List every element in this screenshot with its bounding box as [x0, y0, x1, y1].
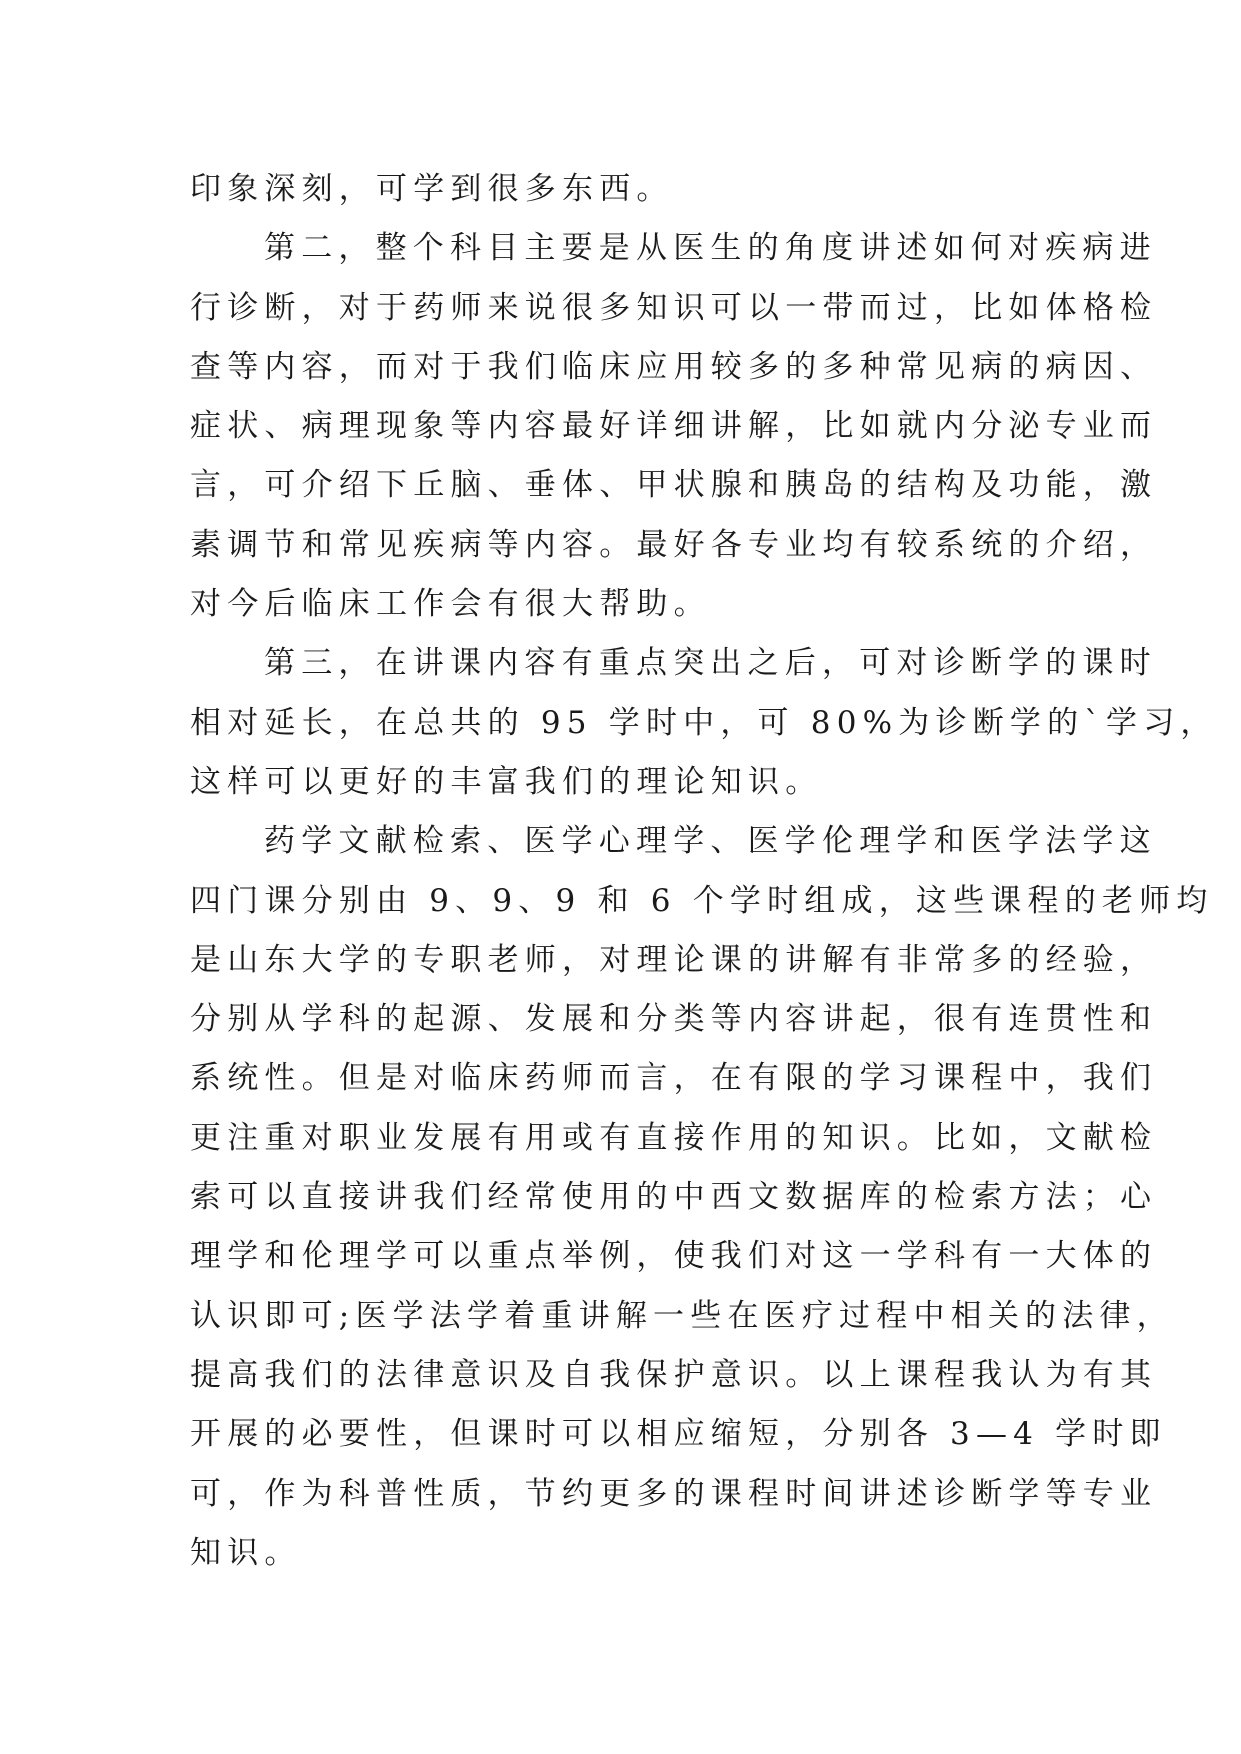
- text-line: 相对延长，在总共的 95 学时中，可 80%为诊断学的`学习，: [190, 704, 1218, 741]
- text-line: 知识。: [190, 1534, 302, 1571]
- text-line: 更注重对职业发展有用或有直接作用的知识。比如，文献检: [190, 1119, 1158, 1156]
- text-line: 对今后临床工作会有很大帮助。: [190, 586, 711, 623]
- text-line: 四门课分别由 9、9、9 和 6 个学时组成，这些课程的老师均: [190, 882, 1214, 919]
- paragraph-third-point: [190, 634, 1218, 812]
- text-line: 索可以直接讲我们经常使用的中西文数据库的检索方法；心: [190, 1179, 1158, 1216]
- text-line: 这样可以更好的丰富我们的理论知识。: [190, 763, 823, 800]
- text-line: 系统性。但是对临床药师而言，在有限的学习课程中，我们: [190, 1060, 1158, 1097]
- text-line: 行诊断，对于药师来说很多知识可以一带而过，比如体格检: [190, 289, 1158, 326]
- text-line: 认识即可;医学法学着重讲解一些在医疗过程中相关的法律，: [190, 1297, 1174, 1334]
- text-line: 分别从学科的起源、发展和分类等内容讲起，很有连贯性和: [190, 1001, 1158, 1038]
- text-line: 药学文献检索、医学心理学、医学伦理学和医学法学这: [264, 823, 1157, 860]
- text-line: 第二，整个科目主要是从医生的角度讲述如何对疾病进: [264, 230, 1157, 267]
- paragraph-other-courses: [190, 812, 1214, 1583]
- text-line: 查等内容，而对于我们临床应用较多的多种常见病的病因、: [190, 348, 1158, 385]
- paragraph-second-point: [190, 219, 1158, 634]
- text-line: 开展的必要性，但课时可以相应缩短，分别各 3—4 学时即: [190, 1416, 1167, 1453]
- text-line: 症状、病理现象等内容最好详细讲解，比如就内分泌专业而: [190, 408, 1158, 445]
- paragraph-continuation: [190, 160, 1070, 219]
- text-line: 印象深刻，可学到很多东西。: [190, 171, 674, 207]
- text-line: 理学和伦理学可以重点举例，使我们对这一学科有一大体的: [190, 1238, 1158, 1275]
- text-line: 可，作为科普性质，节约更多的课程时间讲述诊断学等专业: [190, 1475, 1158, 1512]
- text-line: 是山东大学的专职老师，对理论课的讲解有非常多的经验，: [190, 941, 1158, 978]
- text-line: 言，可介绍下丘脑、垂体、甲状腺和胰岛的结构及功能，激: [190, 467, 1158, 504]
- text-line: 第三，在讲课内容有重点突出之后，可对诊断学的课时: [264, 645, 1157, 682]
- text-line: 素调节和常见疾病等内容。最好各专业均有较系统的介绍，: [190, 526, 1158, 563]
- document-body: [190, 160, 1218, 1583]
- text-line: 提高我们的法律意识及自我保护意识。以上课程我认为有其: [190, 1356, 1158, 1393]
